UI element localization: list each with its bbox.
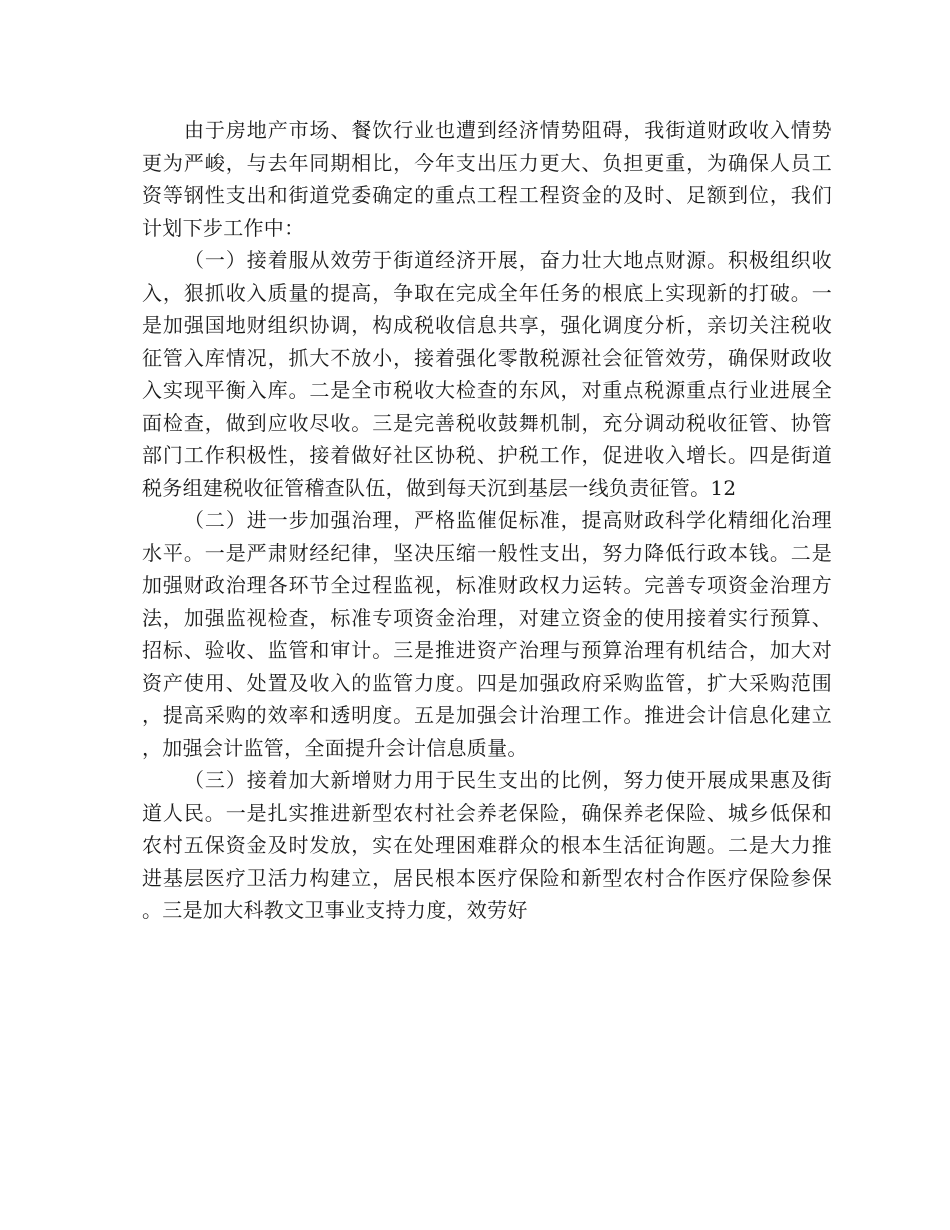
paragraph-section-1: （一）接着服从效劳于街道经济开展，奋力壮大地点财源。积极组织收入，狠抓收入质量的提高，争取在完成全年任务的根底上实现新的打破。一是加强国地财组织协调，构成税收信息共享，强化调度分析，亲切关注税收征管入库情况，抓大不放小，接着强化零散税源社会征管效劳，确保财政收入实现平衡入库。二是全市税收大检查的东风，对重点税源重点行业进展全面检查，做到应收尽收。三是完善税收鼓舞机制，充分调动税收征管、协管部门工作积极性，接着做好社区协税、护税工作，促进收入增长。四是街道税务组建税收征管稽查队伍，做到每天沉到基层一线负责征管。12 (142, 248, 832, 500)
paragraph-section-3: （三）接着加大新增财力用于民生支出的比例，努力使开展成果惠及街道人民。一是扎实推进新型农村社会养老保险，确保养老保险、城乡低保和农村五保资金及时发放，实在处理困难群众的根本生活征询题。二是大力推进基层医疗卫活力构建立，居民根本医疗保险和新型农村合作医疗保险参保。三是加大科教文卫事业支持力度，效劳好 (142, 768, 832, 922)
paragraph-section-2: （二）进一步加强治理，严格监催促标准，提高财政科学化精细化治理水平。一是严肃财经纪律，坚决压缩一般性支出，努力降低行政本钱。二是加强财政治理各环节全过程监视，标准财政权力运转。完善专项资金治理方法，加强监视检查，标准专项资金治理，对建立资金的使用接着实行预算、招标、验收、监管和审计。三是推进资产治理与预算治理有机结合，加大对资产使用、处置及收入的监管力度。四是加强政府采购监管，扩大采购范围，提高采购的效率和透明度。五是加强会计治理工作。推进会计信息化建立，加强会计监管，全面提升会计信息质量。 (142, 508, 832, 760)
paragraph-intro: 由于房地产市场、餐饮行业也遭到经济情势阻碍，我街道财政收入情势更为严峻，与去年同期相比，今年支出压力更大、负担更重，为确保人员工资等钢性支出和街道党委确定的重点工程工程资金的及时、足额到位，我们计划下步工作中： (142, 118, 832, 240)
document-body (142, 114, 832, 927)
